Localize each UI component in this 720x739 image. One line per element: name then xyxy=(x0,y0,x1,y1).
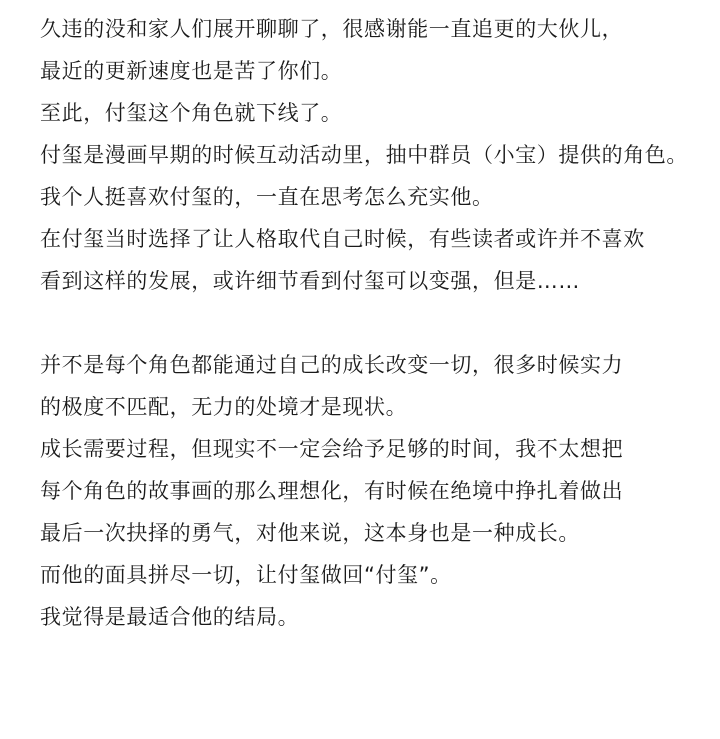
text-line: 看到这样的发展，或许细节看到付玺可以变强，但是…… xyxy=(40,269,580,293)
text-line: 而他的面具拼尽一切，让付玺做回“付玺”。 xyxy=(40,563,452,587)
text-line: 成长需要过程，但现实不一定会给予足够的时间，我不太想把 xyxy=(40,437,624,461)
text-line: 在付玺当时选择了让人格取代自己时候，有些读者或许并不喜欢 xyxy=(40,227,645,251)
text-line: 最近的更新速度也是苦了你们。 xyxy=(40,59,343,83)
text-line: 最后一次抉择的勇气，对他来说，这本身也是一种成长。 xyxy=(40,521,580,545)
text-line: 并不是每个角色都能通过自己的成长改变一切，很多时候实力 xyxy=(40,353,624,377)
paragraph-1 xyxy=(40,8,710,302)
text-line: 每个角色的故事画的那么理想化，有时候在绝境中挣扎着做出 xyxy=(40,479,624,503)
author-note xyxy=(40,8,710,638)
text-line: 付玺是漫画早期的时候互动活动里，抽中群员（小宝）提供的角色。 xyxy=(40,143,688,167)
paragraph-2 xyxy=(40,344,710,638)
text-line: 我个人挺喜欢付玺的，一直在思考怎么充实他。 xyxy=(40,185,494,209)
paragraph-gap xyxy=(40,302,710,344)
text-line: 的极度不匹配，无力的处境才是现状。 xyxy=(40,395,408,419)
text-line: 至此，付玺这个角色就下线了。 xyxy=(40,101,343,125)
text-line: 我觉得是最适合他的结局。 xyxy=(40,605,300,629)
text-line: 久违的没和家人们展开聊聊了，很感谢能一直追更的大伙儿， xyxy=(40,17,624,41)
